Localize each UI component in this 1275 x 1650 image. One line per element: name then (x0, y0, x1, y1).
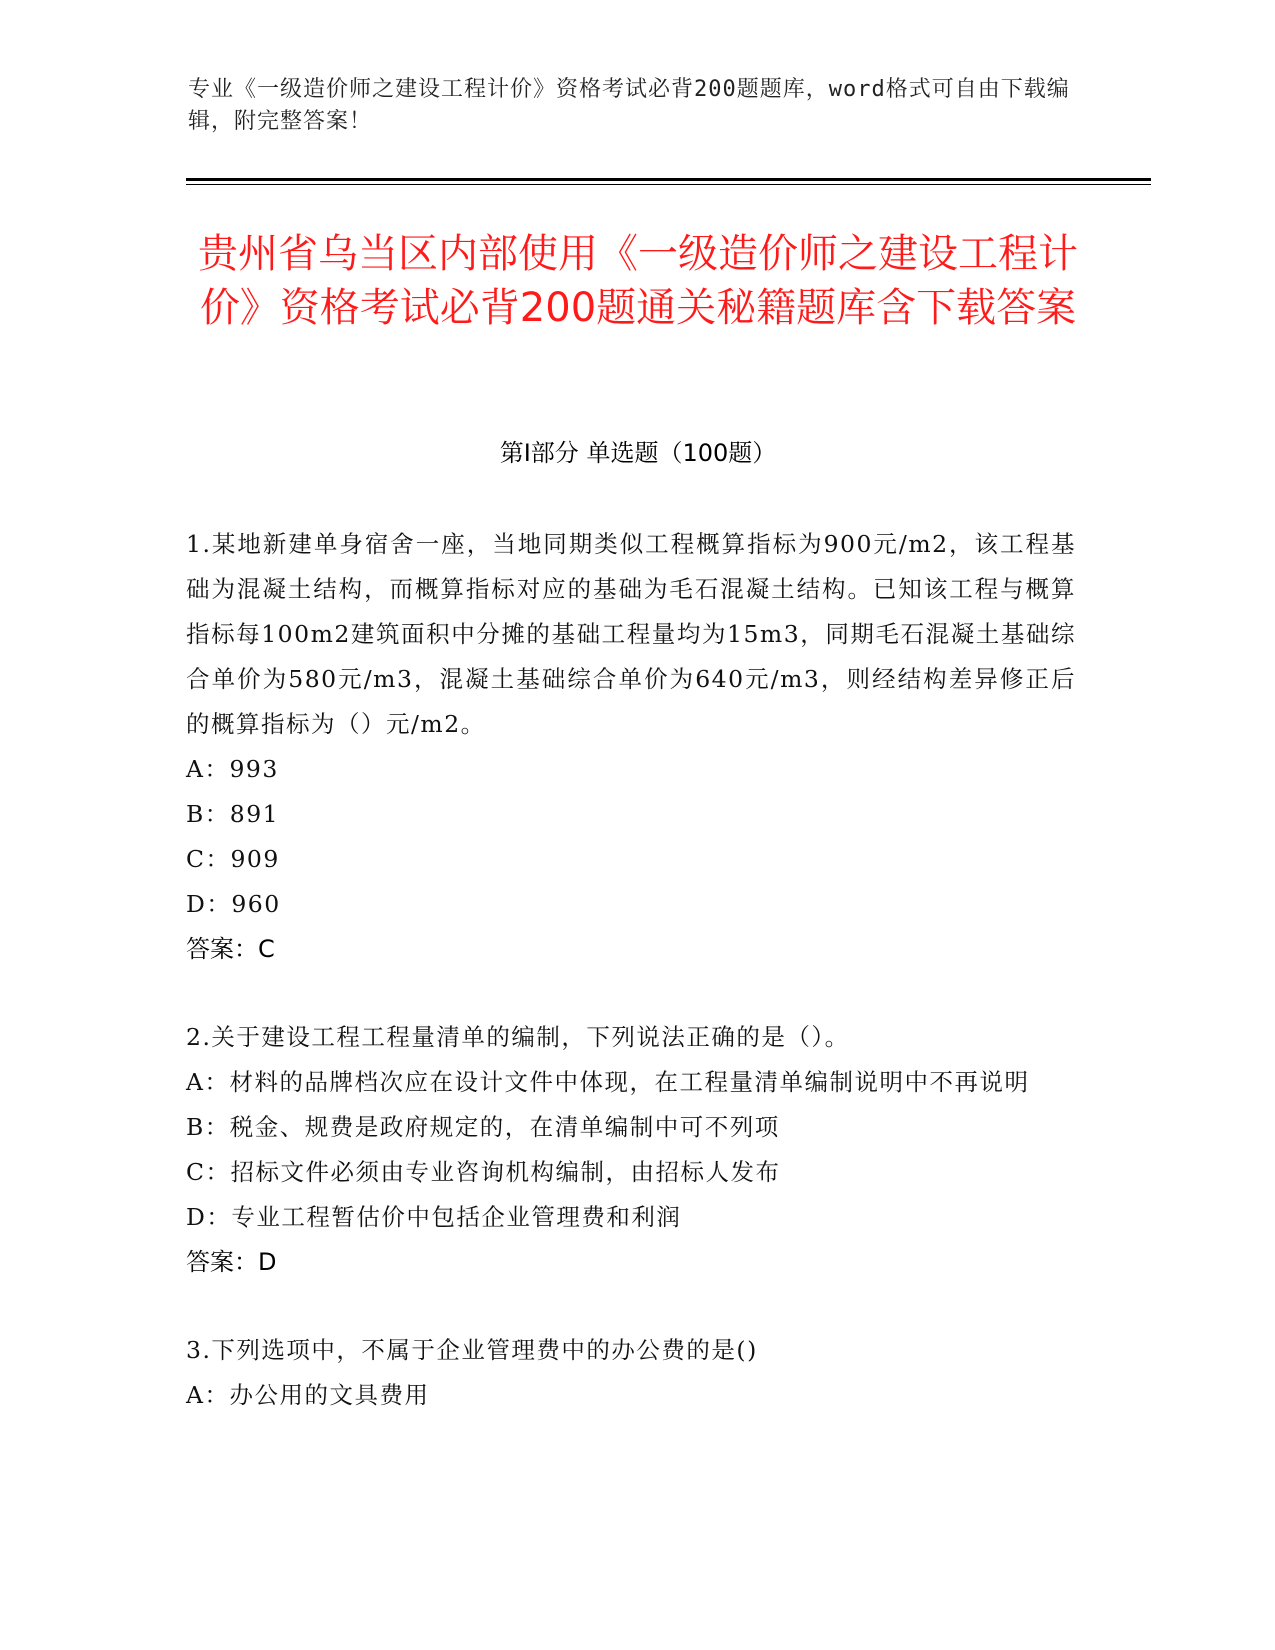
question-text: 1.某地新建单身宿舍一座，当地同期类似工程概算指标为900元/m2，该工程基础为混凝土结构，而概算指标对应的基础为毛石混凝土结构。已知该工程与概算指标每100m2建筑面积中分摊的基础工程量均为15m3，同期毛石混凝土基础综合单价为580元/m3，混凝土基础综合单价为640元/m3，则经结构差异修正后的概算指标为（）元/m2。 (186, 530, 1076, 738)
header-note: 专业《一级造价师之建设工程计价》资格考试必背200题题库，word格式可自由下载编辑，附完整答案！ (188, 77, 1070, 134)
question-item (186, 522, 1076, 972)
question-item (186, 1328, 1076, 1418)
question-answer: 答案：C (186, 935, 275, 963)
question-option: A：993 (186, 755, 279, 783)
question-text: 2.关于建设工程工程量清单的编制，下列说法正确的是（）。 (186, 1023, 850, 1051)
question-answer: 答案：D (186, 1248, 277, 1276)
document-title: 贵州省乌当区内部使用《一级造价师之建设工程计价》资格考试必背200题通关秘籍题库含下载答案 (198, 231, 1078, 331)
question-text: 3.下列选项中，不属于企业管理费中的办公费的是() (186, 1336, 758, 1364)
section-title: 第Ⅰ部分 单选题（100题） (499, 439, 777, 467)
question-item (186, 1015, 1076, 1285)
question-option: A：办公用的文具费用 (186, 1381, 430, 1409)
question-list (186, 522, 1076, 1461)
question-option: D：960 (186, 890, 281, 918)
header-divider-thin (186, 184, 1151, 185)
question-option: B：891 (186, 800, 280, 828)
question-option: B：税金、规费是政府规定的，在清单编制中可不列项 (186, 1113, 780, 1141)
question-option: D：专业工程暂估价中包括企业管理费和利润 (186, 1203, 682, 1231)
question-option: C：招标文件必须由专业咨询机构编制，由招标人发布 (186, 1158, 781, 1186)
question-option: A：材料的品牌档次应在设计文件中体现，在工程量清单编制说明中不再说明 (186, 1068, 1030, 1096)
question-option: C：909 (186, 845, 280, 873)
header-divider-thick (186, 178, 1151, 181)
